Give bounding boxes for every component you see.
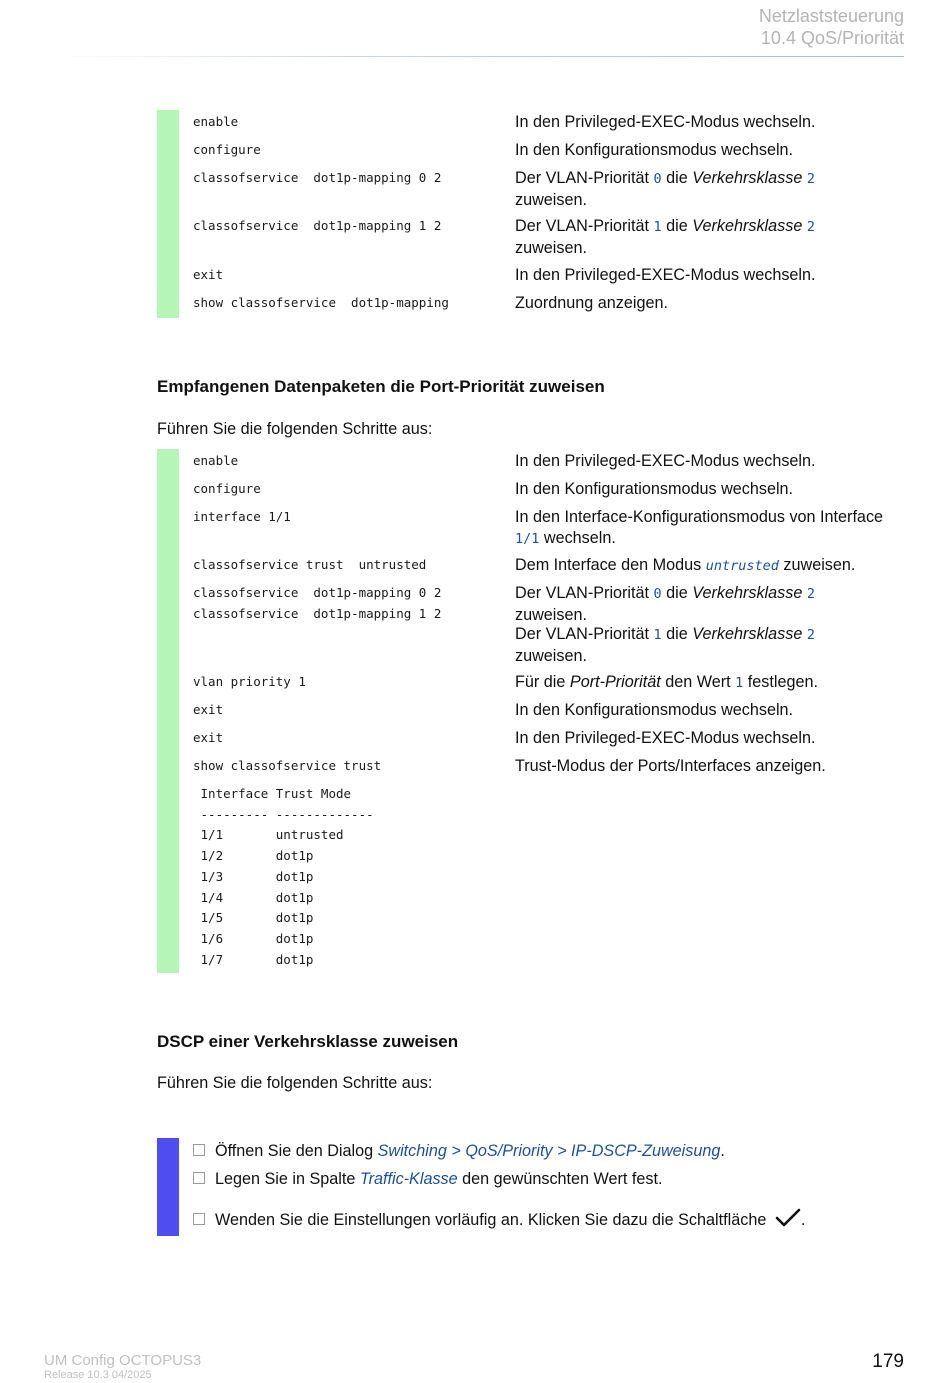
header-section: 10.4 QoS/Priorität (760, 28, 904, 48)
page-number: 179 (872, 1351, 904, 1372)
running-header (759, 5, 904, 49)
intro-text: Führen Sie die folgenden Schritte aus: (157, 1074, 433, 1092)
command: enable (193, 453, 239, 468)
checkbox-icon (193, 1144, 205, 1156)
description: In den Interface-Konfigurationsmodus von Interface 1/1 wechseln. (515, 508, 884, 547)
description: In den Konfigurationsmodus wechseln. (515, 141, 794, 159)
command: show classofservice dot1p-mapping (193, 295, 449, 310)
description: Zuordnung anzeigen. (515, 294, 668, 312)
command: exit (193, 267, 224, 282)
steps-bar (157, 1138, 179, 1236)
section-heading: DSCP einer Verkehrsklasse zuweisen (157, 1032, 459, 1051)
command: classofservice dot1p-mapping 0 2 (193, 585, 442, 600)
description: Für die Port-Priorität den Wert 1 festlegen. (515, 673, 818, 691)
footer-title: UM Config OCTOPUS3 (44, 1352, 202, 1369)
command: classofservice dot1p-mapping 1 2 (193, 218, 442, 233)
step-item: Wenden Sie die Einstellungen vorläufig an. Klicken Sie dazu die Schaltfläche . (193, 1208, 805, 1231)
description: Der VLAN-Priorität 0 die Verkehrsklasse 2 zuweisen. (515, 169, 815, 209)
column-name-link: Traffic-Klasse (359, 1170, 458, 1188)
description: In den Konfigurationsmodus wechseln. (515, 480, 794, 498)
description: In den Privileged-EXEC-Modus wechseln. (515, 452, 816, 470)
header-rule (60, 56, 904, 57)
description: In den Privileged-EXEC-Modus wechseln. (515, 266, 816, 284)
output-line: 1/5 dot1p (193, 910, 314, 925)
output-separator: --------- ------------- (193, 807, 374, 822)
command: configure (193, 142, 261, 157)
output-line: 1/6 dot1p (193, 931, 314, 946)
intro-text: Führen Sie die folgenden Schritte aus: (157, 420, 433, 438)
command: vlan priority 1 (193, 674, 306, 689)
dialog-path-link[interactable]: Switching > QoS/Priority > IP-DSCP-Zuweisung (377, 1142, 721, 1160)
output-line: 1/3 dot1p (193, 869, 314, 884)
command: interface 1/1 (193, 509, 291, 524)
command: classofservice trust untrusted (193, 557, 427, 572)
command-bar (157, 449, 179, 973)
description: In den Konfigurationsmodus wechseln. (515, 701, 794, 719)
header-chapter: Netzlaststeuerung (758, 6, 904, 26)
command: classofservice dot1p-mapping 1 2 (193, 606, 442, 621)
command: exit (193, 730, 224, 745)
output-line: 1/7 dot1p (193, 952, 314, 967)
command: show classofservice trust (193, 758, 382, 773)
description: Der VLAN-Priorität 1 die Verkehrsklasse 2 zuweisen. (515, 217, 815, 257)
description: Trust-Modus der Ports/Interfaces anzeigen. (515, 757, 826, 775)
output-line: 1/1 untrusted (193, 827, 344, 842)
step-item: Legen Sie in Spalte Traffic-Klasse den gewünschten Wert fest. (193, 1169, 663, 1190)
output-header: Interface Trust Mode (193, 786, 352, 801)
description: Dem Interface den Modus untrusted zuweisen. (515, 556, 856, 574)
description: Der VLAN-Priorität 1 die Verkehrsklasse 2 zuweisen. (515, 625, 815, 665)
output-line: 1/2 dot1p (193, 848, 314, 863)
footer-release: Release 10.3 04/2025 (44, 1369, 152, 1381)
description: Der VLAN-Priorität 0 die Verkehrsklasse 2 zuweisen. (515, 584, 815, 624)
command: configure (193, 481, 261, 496)
checkbox-icon (193, 1172, 205, 1184)
step-item: Öffnen Sie den Dialog Switching > QoS/Priority > IP-DSCP-Zuweisung. (193, 1141, 725, 1162)
command-table-1 (157, 110, 877, 318)
command-bar (157, 110, 179, 318)
section-heading: Empfangenen Datenpaketen die Port-Priorität zuweisen (157, 377, 605, 396)
output-line: 1/4 dot1p (193, 890, 314, 905)
footer-info (44, 1352, 201, 1382)
steps-block (157, 1138, 877, 1236)
command: enable (193, 114, 239, 129)
checkbox-icon (193, 1213, 205, 1225)
description: In den Privileged-EXEC-Modus wechseln. (515, 113, 816, 131)
description: In den Privileged-EXEC-Modus wechseln. (515, 729, 816, 747)
command: classofservice dot1p-mapping 0 2 (193, 170, 442, 185)
command: exit (193, 702, 224, 717)
command-table-2 (157, 449, 884, 973)
checkmark-icon (775, 1208, 801, 1228)
